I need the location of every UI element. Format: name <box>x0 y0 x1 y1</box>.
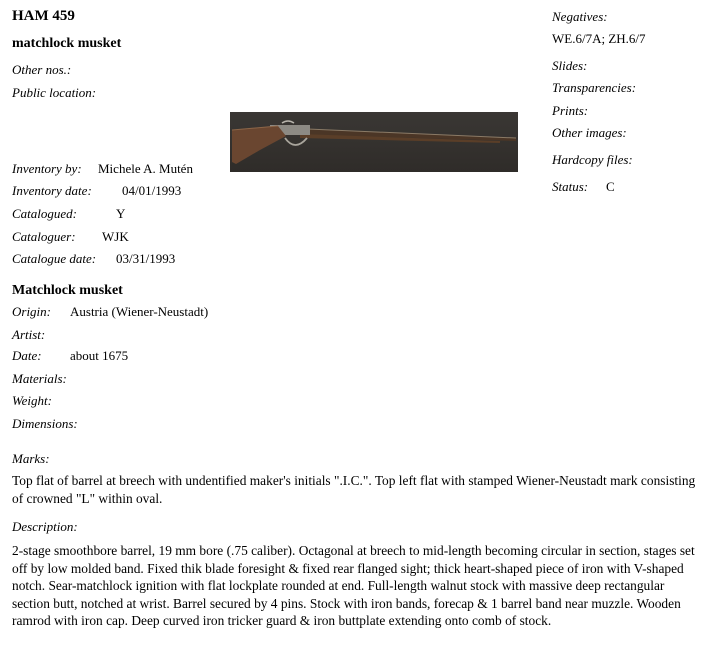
hardcopy-files-label: Hardcopy files: <box>552 152 633 167</box>
marks-text: Top flat of barrel at breech with undentified maker's initials ".I.C.". Top left flat with stamped Wiener-Neustadt mark consisting of crowned "L" within oval. <box>12 473 696 506</box>
details-title: Matchlock musket <box>12 283 123 298</box>
cataloguer-value: WJK <box>102 229 129 244</box>
inventory-by-label: Inventory by: <box>12 161 82 176</box>
public-location-label: Public location: <box>12 85 97 100</box>
catalogue-date-value: 03/31/1993 <box>116 251 176 266</box>
dimensions-label: Dimensions: <box>12 416 78 431</box>
date-label: Date: <box>12 348 42 363</box>
description-label: Description: <box>12 519 78 534</box>
catalogue-date-label: Catalogue date: <box>12 251 97 266</box>
cataloguer-label: Cataloguer: <box>12 229 76 244</box>
other-images-label: Other images: <box>552 125 627 140</box>
status-value: C <box>606 179 615 194</box>
description-text: 2-stage smoothbore barrel, 19 mm bore (.75 caliber). Octagonal at breech to mid-length becoming circular in section, stages set off by low molded band. Fixed thik blade foresight & fixed rear flanged sight; thick heart-shaped piece of iron with V-shaped notch. Sear-matchlock ignition with flat lockplate rounded at end. Full-length walnut stock with massive deep rectangular section butt, notched at wrist. Barrel secured by 4 pins. Stock with iron bands, forecap & 1 barrel band near muzzle. Wooden ramrod with iron cap. Deep curved iron tricker guard & iron buttplate extending onto comb of stock. <box>12 543 695 628</box>
slides-label: Slides: <box>552 58 588 73</box>
prints-label: Prints: <box>552 103 589 118</box>
musket-photo <box>230 112 518 172</box>
negatives-value: WE.6/7A; ZH.6/7 <box>552 31 646 46</box>
catalogued-label: Catalogued: <box>12 206 77 221</box>
weight-label: Weight: <box>12 393 52 408</box>
other-nos-label: Other nos.: <box>12 62 72 77</box>
transparencies-label: Transparencies: <box>552 80 637 95</box>
object-name: matchlock musket <box>12 36 122 51</box>
inventory-date-label: Inventory date: <box>12 183 92 198</box>
status-label: Status: <box>552 179 589 194</box>
origin-value: Austria (Wiener-Neustadt) <box>70 304 209 319</box>
date-value: about 1675 <box>70 348 129 363</box>
catalogued-value: Y <box>116 206 126 221</box>
marks-label: Marks: <box>12 451 50 466</box>
negatives-label: Negatives: <box>552 9 608 24</box>
musket-image <box>230 112 518 172</box>
inventory-by-value: Michele A. Mutén <box>98 161 193 176</box>
object-id: HAM 459 <box>12 8 75 24</box>
inventory-date-value: 04/01/1993 <box>122 183 182 198</box>
artist-label: Artist: <box>12 327 46 342</box>
materials-label: Materials: <box>12 371 67 386</box>
origin-label: Origin: <box>12 304 51 319</box>
